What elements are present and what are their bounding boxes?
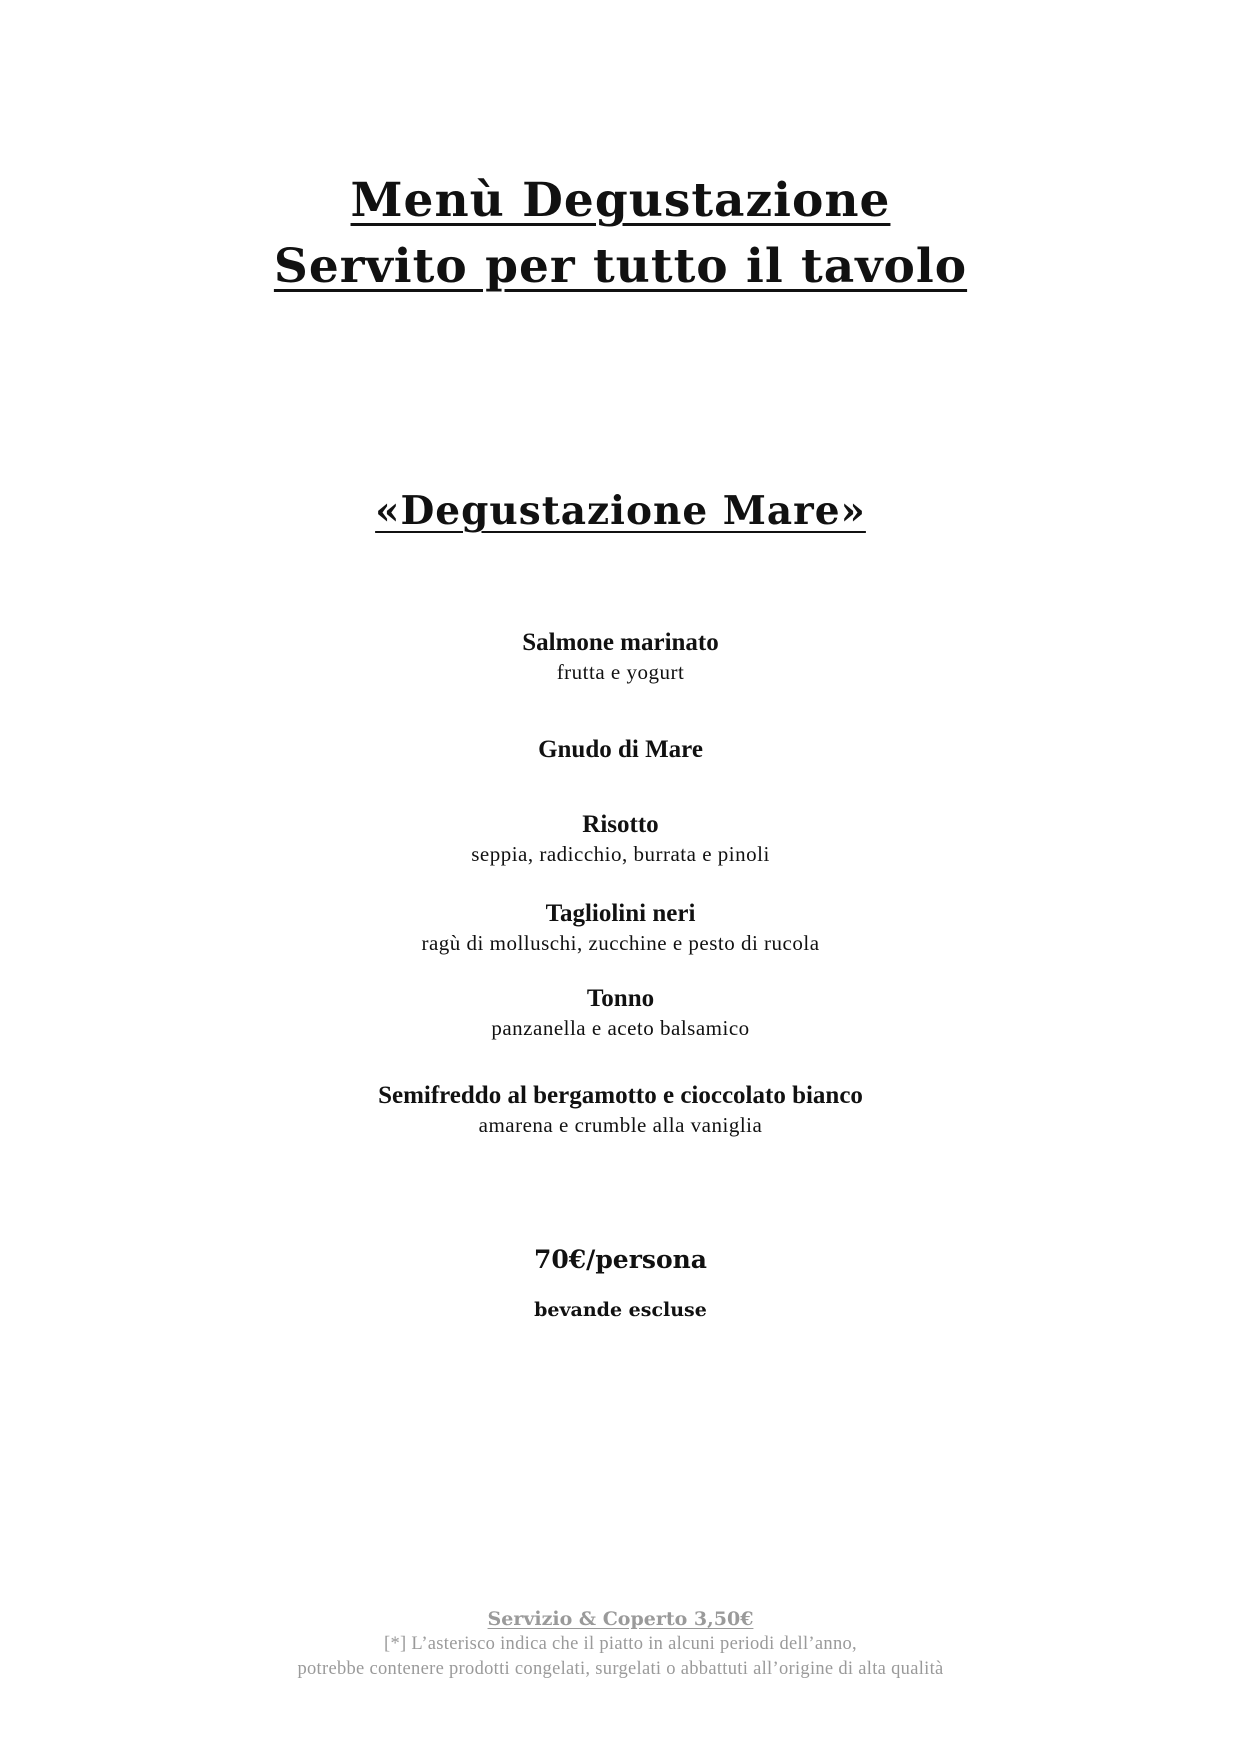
menu-title-text: Menù Degustazione — [350, 173, 891, 228]
dish-name: Salmone marinato — [522, 629, 719, 656]
dish-name: Tagliolini neri — [545, 900, 696, 927]
dish-name: Semifreddo al bergamotto e cioccolato bianco — [378, 1082, 863, 1109]
page-title — [0, 168, 1241, 300]
menu-title — [0, 168, 1241, 234]
footer — [0, 1606, 1241, 1682]
dish-item-tonno — [0, 984, 1241, 1042]
dish-item-risotto — [0, 810, 1241, 868]
allergen-note-line2: potrebbe contenere prodotti congelati, surgelati o abbattuti all’origine di alta qualità — [297, 1659, 944, 1679]
dish-name: Tonno — [586, 985, 655, 1012]
dish-item-semifreddo — [0, 1081, 1241, 1139]
menu-subtitle-text: Servito per tutto il tavolo — [273, 239, 968, 294]
dish-name: Gnudo di Mare — [538, 736, 703, 763]
dish-description: frutta e yogurt — [556, 660, 685, 684]
dish-description: amarena e crumble alla vaniglia — [478, 1113, 763, 1137]
dish-item-gnudo — [0, 735, 1241, 765]
dish-item-salmone — [0, 628, 1241, 686]
dish-name: Risotto — [582, 811, 659, 838]
section-title — [0, 486, 1241, 536]
dish-description: seppia, radicchio, burrata e pinoli — [471, 842, 770, 866]
menu-subtitle — [0, 234, 1241, 300]
price-per-person: 70€/persona — [534, 1245, 707, 1274]
price-note: bevande escluse — [534, 1299, 707, 1321]
dish-item-tagliolini — [0, 899, 1241, 957]
service-charge — [0, 1606, 1241, 1632]
section-title-text: «Degustazione Mare» — [375, 488, 866, 534]
dish-description: ragù di molluschi, zucchine e pesto di rucola — [421, 931, 820, 955]
allergen-note-line1: [*] L’asterisco indica che il piatto in alcuni periodi dell’anno, — [384, 1634, 857, 1654]
dish-description: panzanella e aceto balsamico — [491, 1016, 750, 1040]
service-charge-text: Servizio & Coperto 3,50€ — [487, 1608, 754, 1630]
